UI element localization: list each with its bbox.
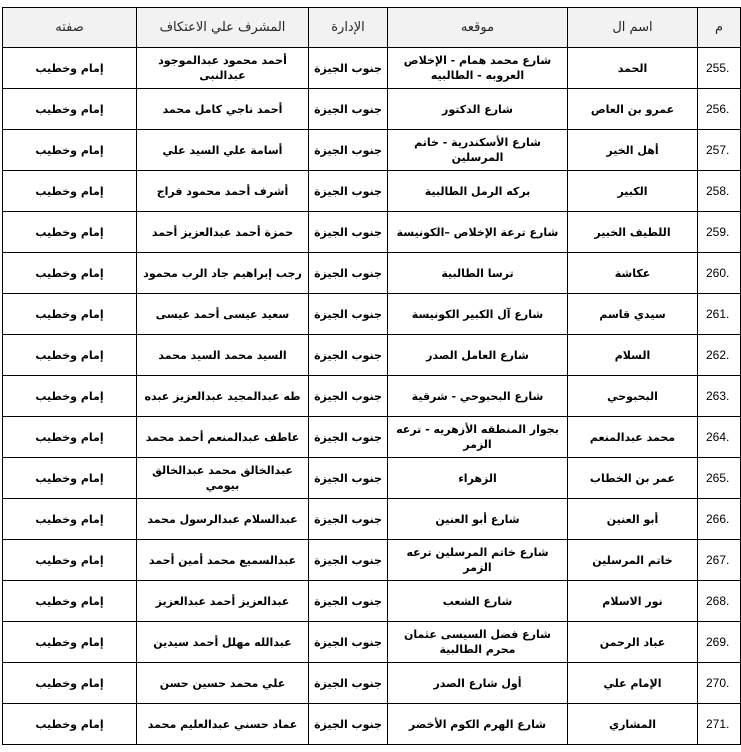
- cell-location: شارع فضل السيسى عثمان محرم الطالبية: [388, 622, 568, 663]
- table-row: [3, 458, 741, 499]
- cell-supervisor: حمزة أحمد عبدالعزيز أحمد: [137, 212, 309, 253]
- cell-name: سيدي قاسم: [568, 294, 698, 335]
- cell-role: إمام وخطيب: [3, 48, 137, 89]
- cell-admin: جنوب الجيزة: [309, 376, 388, 417]
- cell-supervisor: عبدالعزيز أحمد عبدالعزيز: [137, 581, 309, 622]
- table-header-row: [3, 8, 741, 48]
- cell-location: شارع البحبوحي - شرقية: [388, 376, 568, 417]
- cell-admin: جنوب الجيزة: [309, 540, 388, 581]
- cell-role: إمام وخطيب: [3, 294, 137, 335]
- cell-location: شارع خاتم المرسلين ترعه الزمر: [388, 540, 568, 581]
- cell-location: شارع آل الكبير الكونيسة: [388, 294, 568, 335]
- cell-admin: جنوب الجيزة: [309, 294, 388, 335]
- cell-name: المشاري: [568, 704, 698, 745]
- cell-num: 255.: [698, 48, 741, 89]
- cell-num: 263.: [698, 376, 741, 417]
- cell-num: 262.: [698, 335, 741, 376]
- cell-admin: جنوب الجيزة: [309, 458, 388, 499]
- table-row: [3, 581, 741, 622]
- mosques-table: [2, 7, 741, 745]
- cell-location: بركه الرمل الطالبية: [388, 171, 568, 212]
- cell-admin: جنوب الجيزة: [309, 704, 388, 745]
- table-body: [3, 48, 741, 745]
- cell-admin: جنوب الجيزة: [309, 581, 388, 622]
- cell-admin: جنوب الجيزة: [309, 48, 388, 89]
- table-row: [3, 212, 741, 253]
- header-location: موقعه: [388, 8, 568, 48]
- cell-location: ترسا الطالبية: [388, 253, 568, 294]
- cell-num: 264.: [698, 417, 741, 458]
- cell-num: 271.: [698, 704, 741, 745]
- cell-name: الحمد: [568, 48, 698, 89]
- cell-admin: جنوب الجيزة: [309, 663, 388, 704]
- table-row: [3, 48, 741, 89]
- cell-role: إمام وخطيب: [3, 540, 137, 581]
- cell-name: الإمام علي: [568, 663, 698, 704]
- cell-supervisor: أسامة علي السيد علي: [137, 130, 309, 171]
- cell-num: 265.: [698, 458, 741, 499]
- cell-location: شارع العامل الصدر: [388, 335, 568, 376]
- cell-supervisor: عاطف عبدالمنعم أحمد محمد: [137, 417, 309, 458]
- cell-location: شارع الهرم الكوم الأخضر: [388, 704, 568, 745]
- table-row: [3, 89, 741, 130]
- header-supervisor: المشرف علي الاعتكاف: [137, 8, 309, 48]
- cell-supervisor: أحمد محمود عبدالموجود عبدالنبى: [137, 48, 309, 89]
- cell-name: البحبوحي: [568, 376, 698, 417]
- table-row: [3, 335, 741, 376]
- cell-supervisor: أشرف أحمد محمود فراج: [137, 171, 309, 212]
- cell-admin: جنوب الجيزة: [309, 335, 388, 376]
- cell-supervisor: سعيد عيسى أحمد عيسى: [137, 294, 309, 335]
- cell-location: الزهراء: [388, 458, 568, 499]
- cell-role: إمام وخطيب: [3, 663, 137, 704]
- cell-name: عمر بن الخطاب: [568, 458, 698, 499]
- cell-location: شارع ترعة الإخلاص –الكونيسة: [388, 212, 568, 253]
- cell-supervisor: أحمد ناجي كامل محمد: [137, 89, 309, 130]
- cell-name: محمد عبدالمنعم: [568, 417, 698, 458]
- cell-num: 261.: [698, 294, 741, 335]
- cell-name: اللطيف الخبير: [568, 212, 698, 253]
- cell-num: 269.: [698, 622, 741, 663]
- cell-role: إمام وخطيب: [3, 376, 137, 417]
- table-row: [3, 622, 741, 663]
- cell-num: 257.: [698, 130, 741, 171]
- cell-admin: جنوب الجيزة: [309, 253, 388, 294]
- cell-num: 268.: [698, 581, 741, 622]
- cell-location: شارع أبو العنين: [388, 499, 568, 540]
- cell-name: نور الاسلام: [568, 581, 698, 622]
- table-row: [3, 376, 741, 417]
- cell-location: شارع الشعب: [388, 581, 568, 622]
- cell-num: 256.: [698, 89, 741, 130]
- cell-num: 266.: [698, 499, 741, 540]
- header-role: صفته: [3, 8, 137, 48]
- cell-location: شارع الدكتور: [388, 89, 568, 130]
- cell-admin: جنوب الجيزة: [309, 499, 388, 540]
- cell-location: بجوار المنطقه الأزهريه - ترعه الزمر: [388, 417, 568, 458]
- cell-location: شارع الأسكندرية - خاتم المرسلين: [388, 130, 568, 171]
- cell-num: 270.: [698, 663, 741, 704]
- table-row: [3, 171, 741, 212]
- cell-supervisor: طه عبدالمجيد عبدالعزيز عبده: [137, 376, 309, 417]
- cell-name: عباد الرحمن: [568, 622, 698, 663]
- table-row: [3, 663, 741, 704]
- cell-admin: جنوب الجيزة: [309, 417, 388, 458]
- cell-num: 260.: [698, 253, 741, 294]
- table-row: [3, 704, 741, 745]
- cell-role: إمام وخطيب: [3, 89, 137, 130]
- cell-role: إمام وخطيب: [3, 499, 137, 540]
- cell-admin: جنوب الجيزة: [309, 89, 388, 130]
- cell-admin: جنوب الجيزة: [309, 130, 388, 171]
- cell-num: 267.: [698, 540, 741, 581]
- cell-role: إمام وخطيب: [3, 335, 137, 376]
- table-row: [3, 540, 741, 581]
- cell-role: إمام وخطيب: [3, 417, 137, 458]
- header-admin: الإدارة: [309, 8, 388, 48]
- cell-role: إمام وخطيب: [3, 212, 137, 253]
- table-row: [3, 253, 741, 294]
- cell-name: الكبير: [568, 171, 698, 212]
- table-row: [3, 499, 741, 540]
- cell-supervisor: عبدالسلام عبدالرسول محمد: [137, 499, 309, 540]
- cell-num: 258.: [698, 171, 741, 212]
- cell-admin: جنوب الجيزة: [309, 212, 388, 253]
- cell-supervisor: علي محمد حسين حسن: [137, 663, 309, 704]
- cell-supervisor: السيد محمد السيد محمد: [137, 335, 309, 376]
- cell-location: أول شارع الصدر: [388, 663, 568, 704]
- cell-role: إمام وخطيب: [3, 622, 137, 663]
- cell-role: إمام وخطيب: [3, 704, 137, 745]
- cell-role: إمام وخطيب: [3, 581, 137, 622]
- cell-name: السلام: [568, 335, 698, 376]
- cell-role: إمام وخطيب: [3, 458, 137, 499]
- cell-supervisor: عبدالله مهلل أحمد سيدين: [137, 622, 309, 663]
- cell-supervisor: عبدالخالق محمد عبدالخالق بيومي: [137, 458, 309, 499]
- cell-name: أبو العنين: [568, 499, 698, 540]
- cell-supervisor: عبدالسميع محمد أمين أحمد: [137, 540, 309, 581]
- cell-name: خاتم المرسلين: [568, 540, 698, 581]
- cell-location: شارع محمد همام - الإخلاص العروبه - الطالبيه: [388, 48, 568, 89]
- cell-name: أهل الخير: [568, 130, 698, 171]
- cell-name: عكاشة: [568, 253, 698, 294]
- table-row: [3, 130, 741, 171]
- cell-num: 259.: [698, 212, 741, 253]
- cell-supervisor: رجب إبراهيم جاد الرب محمود: [137, 253, 309, 294]
- header-name: اسم ال: [568, 8, 698, 48]
- cell-admin: جنوب الجيزة: [309, 171, 388, 212]
- cell-admin: جنوب الجيزة: [309, 622, 388, 663]
- table-row: [3, 294, 741, 335]
- cell-role: إمام وخطيب: [3, 253, 137, 294]
- header-num: م: [698, 8, 741, 48]
- cell-supervisor: عماد حسني عبدالعليم محمد: [137, 704, 309, 745]
- cell-role: إمام وخطيب: [3, 130, 137, 171]
- cell-name: عمرو بن العاص: [568, 89, 698, 130]
- table-row: [3, 417, 741, 458]
- cell-role: إمام وخطيب: [3, 171, 137, 212]
